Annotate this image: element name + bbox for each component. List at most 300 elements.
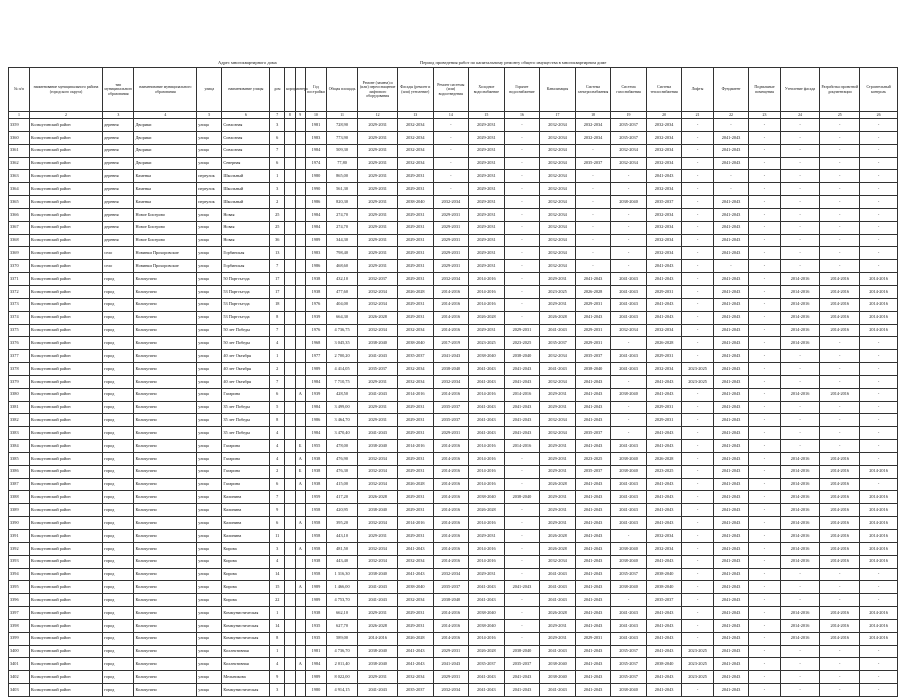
table-cell: улица: [197, 440, 222, 453]
table-cell: -: [682, 337, 713, 350]
table-cell: 2014-2016: [860, 311, 898, 324]
table-cell: 2029-2031: [646, 414, 682, 427]
table-cell: улица: [197, 555, 222, 568]
table-cell: Кольчугино: [134, 465, 197, 478]
table-cell: 3: [270, 183, 285, 196]
table-cell: 17: [270, 273, 285, 286]
table-cell: 1974: [305, 157, 326, 170]
table-cell: 2014-2016: [469, 440, 505, 453]
table-cell: -: [860, 208, 898, 221]
table-cell: 561,30: [326, 183, 357, 196]
table-cell: -: [860, 119, 898, 132]
table-cell: -: [749, 221, 780, 234]
table-cell: -: [575, 208, 611, 221]
table-cell: 2032-2034: [646, 221, 682, 234]
table-cell: -: [504, 568, 540, 581]
table-cell: Кольчугино: [134, 542, 197, 555]
table-cell: 2038-2040: [611, 196, 647, 209]
table-cell: 3387: [9, 478, 30, 491]
table-cell: 2041-2043: [358, 427, 398, 440]
table-cell: 3: [270, 542, 285, 555]
table-cell: 2041-2043: [611, 491, 647, 504]
column-header: Фасады (ремонт и (или) утепление): [398, 68, 434, 112]
table-cell: -: [749, 517, 780, 530]
table-cell: 2014-2016: [780, 632, 820, 645]
table-cell: 2032-2034: [575, 119, 611, 132]
table-cell: 2029-2031: [398, 619, 434, 632]
table-cell: 2035-2037: [358, 363, 398, 376]
table-cell: 3 470,40: [326, 427, 357, 440]
table-cell: 2041-2043: [646, 388, 682, 401]
table-cell: улица: [197, 645, 222, 658]
table-cell: -: [780, 401, 820, 414]
table-cell: 4: [270, 440, 285, 453]
table-cell: Кирова: [222, 581, 270, 594]
column-number: 3: [103, 112, 134, 119]
table-cell: 35 лет Победы: [222, 427, 270, 440]
table-cell: -: [780, 363, 820, 376]
column-header: Общая площадь: [326, 68, 357, 112]
table-cell: [285, 465, 295, 478]
table-cell: Новинки Прохоровские: [134, 247, 197, 260]
table-cell: село: [103, 260, 134, 273]
table-cell: 1938: [305, 607, 326, 620]
table-cell: -: [820, 658, 860, 671]
table-cell: 3386: [9, 465, 30, 478]
table-cell: -: [682, 324, 713, 337]
table-cell: 2041-2043: [713, 311, 749, 324]
table-cell: 2038-2040: [433, 363, 469, 376]
table-cell: 2026-2028: [646, 452, 682, 465]
table-cell: 2041-2043: [713, 234, 749, 247]
table-cell: 22: [270, 594, 285, 607]
table-cell: 798,40: [326, 247, 357, 260]
table-cell: -: [433, 119, 469, 132]
table-cell: Кольчугинский район: [29, 452, 102, 465]
table-row: [9, 465, 898, 478]
table-cell: -: [682, 221, 713, 234]
table-cell: 2038-2040: [504, 645, 540, 658]
table-cell: [285, 298, 295, 311]
table-cell: 2041-2043: [504, 671, 540, 684]
table-cell: 2014-2016: [433, 517, 469, 530]
table-cell: Гагарина: [222, 388, 270, 401]
table-cell: 2 011,40: [326, 658, 357, 671]
table-cell: 2035-2037: [611, 671, 647, 684]
table-cell: 1938: [305, 555, 326, 568]
table-cell: Кольчугинский район: [29, 542, 102, 555]
table-cell: 9: [270, 504, 285, 517]
table-cell: -: [682, 530, 713, 543]
table-cell: -: [611, 594, 647, 607]
table-cell: 5: [270, 401, 285, 414]
table-cell: 2029-2031: [469, 144, 505, 157]
table-cell: город: [103, 388, 134, 401]
table-cell: Коллективная: [222, 645, 270, 658]
table-cell: [285, 388, 295, 401]
table-cell: 2014-2016: [780, 491, 820, 504]
table-cell: 2032-2034: [358, 452, 398, 465]
table-cell: Кольчугино: [134, 671, 197, 684]
table-cell: улица: [197, 658, 222, 671]
table-cell: 2029-2031: [398, 530, 434, 543]
table-cell: -: [860, 363, 898, 376]
table-cell: 1958: [305, 504, 326, 517]
table-cell: 2026-2028: [540, 311, 576, 324]
table-cell: А: [295, 517, 305, 530]
table-cell: -: [749, 196, 780, 209]
column-number: 18: [575, 112, 611, 119]
table-cell: 2014-2016: [820, 285, 860, 298]
table-cell: город: [103, 645, 134, 658]
table-cell: [285, 607, 295, 620]
table-cell: 50 лет Победы: [222, 337, 270, 350]
table-cell: 2038-2040: [358, 568, 398, 581]
table-cell: 2041-2043: [504, 375, 540, 388]
column-header: Ремонт (замена) и (или) переоснащение лифтового оборудования: [358, 68, 398, 112]
table-cell: -: [780, 183, 820, 196]
table-cell: 2041-2043: [469, 684, 505, 697]
column-number: 7: [270, 112, 285, 119]
table-cell: 2032-2034: [540, 170, 576, 183]
table-cell: 476,30: [326, 465, 357, 478]
table-cell: 2041-2043: [469, 401, 505, 414]
table-cell: 2014-2016: [433, 298, 469, 311]
table-cell: 2014-2016: [398, 440, 434, 453]
table-cell: 2014-2016: [469, 465, 505, 478]
table-cell: Кольчугино: [134, 285, 197, 298]
table-cell: -: [504, 273, 540, 286]
column-header: Холодное водоснабжение: [469, 68, 505, 112]
table-cell: Кольчугинский район: [29, 684, 102, 697]
table-cell: 2023-2025: [575, 452, 611, 465]
table-cell: 2041-2043: [713, 363, 749, 376]
table-row: [9, 285, 898, 298]
table-cell: Школьный: [222, 196, 270, 209]
table-cell: Гагарина: [222, 452, 270, 465]
table-cell: 2041-2043: [611, 350, 647, 363]
table-cell: А: [295, 388, 305, 401]
table-cell: -: [611, 401, 647, 414]
table-cell: [285, 119, 295, 132]
table-cell: 7: [270, 375, 285, 388]
table-cell: Кольчугинский район: [29, 619, 102, 632]
table-cell: 627,70: [326, 619, 357, 632]
table-cell: 2029-2031: [358, 414, 398, 427]
table-cell: Кольчугинский район: [29, 581, 102, 594]
table-cell: 2041-2043: [646, 440, 682, 453]
table-cell: 2038-2040: [646, 658, 682, 671]
table-cell: 2014-2016: [860, 517, 898, 530]
table-cell: 2023-2025: [504, 337, 540, 350]
table-cell: 773,90: [326, 131, 357, 144]
table-cell: 2041-2043: [713, 337, 749, 350]
table-cell: Кольчугино: [134, 619, 197, 632]
table-cell: 2029-2031: [358, 170, 398, 183]
table-cell: 2032-2034: [646, 324, 682, 337]
table-cell: 2041-2043: [713, 285, 749, 298]
table-row: [9, 671, 898, 684]
table-cell: -: [780, 684, 820, 697]
table-cell: 2041-2043: [713, 568, 749, 581]
table-cell: -: [860, 671, 898, 684]
table-cell: 2029-2031: [358, 119, 398, 132]
table-cell: -: [749, 530, 780, 543]
table-cell: Кольчугино: [134, 388, 197, 401]
table-cell: улица: [197, 221, 222, 234]
table-cell: [295, 619, 305, 632]
table-cell: -: [682, 414, 713, 427]
table-cell: 2032-2034: [398, 131, 434, 144]
table-cell: 2032-2034: [540, 119, 576, 132]
table-cell: 2041-2043: [575, 581, 611, 594]
table-cell: -: [749, 401, 780, 414]
table-cell: 2029-2031: [469, 157, 505, 170]
table-cell: 2041-2043: [575, 478, 611, 491]
table-cell: -: [749, 208, 780, 221]
table-cell: 1984: [305, 375, 326, 388]
table-cell: 3389: [9, 504, 30, 517]
table-cell: 2032-2034: [540, 247, 576, 260]
table-cell: 2029-2031: [540, 517, 576, 530]
table-cell: город: [103, 530, 134, 543]
table-cell: А: [295, 581, 305, 594]
table-cell: -: [504, 196, 540, 209]
table-cell: -: [504, 144, 540, 157]
table-cell: 2041-2043: [575, 504, 611, 517]
table-cell: 2029-2031: [358, 375, 398, 388]
table-cell: 1955: [305, 440, 326, 453]
table-cell: Кольчугинский район: [29, 440, 102, 453]
table-cell: Каменка: [134, 196, 197, 209]
table-cell: 2041-2043: [469, 363, 505, 376]
table-cell: 2014-2016: [820, 465, 860, 478]
table-cell: [285, 273, 295, 286]
table-cell: 2: [270, 196, 285, 209]
table-cell: 2032-2034: [575, 131, 611, 144]
table-cell: 2029-2031: [398, 504, 434, 517]
table-cell: 2032-2034: [646, 131, 682, 144]
table-cell: -: [820, 144, 860, 157]
table-cell: [285, 684, 295, 697]
table-cell: Кольчугино: [134, 504, 197, 517]
table-cell: 2014-2016: [469, 542, 505, 555]
table-cell: -: [860, 401, 898, 414]
table-cell: 2041-2043: [713, 196, 749, 209]
table-cell: -: [682, 465, 713, 478]
table-cell: -: [860, 170, 898, 183]
column-header: наименование муниципального района (городского округа): [29, 68, 102, 112]
table-cell: 2032-2034: [398, 363, 434, 376]
table-cell: 2014-2016: [469, 285, 505, 298]
table-cell: Новая: [222, 221, 270, 234]
table-cell: 50 лет Победы: [222, 324, 270, 337]
table-cell: 1958: [305, 568, 326, 581]
table-cell: 2041-2043: [575, 555, 611, 568]
table-cell: [285, 337, 295, 350]
table-cell: 7: [270, 144, 285, 157]
table-cell: -: [682, 119, 713, 132]
table-cell: 728,90: [326, 119, 357, 132]
table-cell: улица: [197, 208, 222, 221]
table-cell: 2041-2043: [575, 568, 611, 581]
table-cell: 2029-2031: [358, 671, 398, 684]
table-cell: 2041-2043: [540, 324, 576, 337]
table-cell: 2041-2043: [646, 504, 682, 517]
table-cell: город: [103, 619, 134, 632]
table-cell: Кольчугино: [134, 440, 197, 453]
table-cell: 2029-2031: [540, 298, 576, 311]
table-cell: 2041-2043: [646, 645, 682, 658]
table-cell: 1984: [305, 221, 326, 234]
table-cell: 1984: [305, 401, 326, 414]
table-cell: 36: [270, 234, 285, 247]
column-header: наименование улицы: [222, 68, 270, 112]
table-cell: 3397: [9, 607, 30, 620]
table-cell: -: [860, 581, 898, 594]
table-cell: 13: [270, 247, 285, 260]
table-cell: 2014-2016: [860, 530, 898, 543]
table-cell: Коммунистическая: [222, 619, 270, 632]
table-cell: 3399: [9, 632, 30, 645]
table-cell: 415,00: [326, 478, 357, 491]
table-cell: 2032-2034: [540, 221, 576, 234]
table-cell: 3359: [9, 119, 30, 132]
table-cell: 2041-2043: [713, 131, 749, 144]
column-number: 2: [29, 112, 102, 119]
table-cell: 2032-2034: [358, 465, 398, 478]
table-cell: Каменка: [134, 170, 197, 183]
table-cell: -: [820, 183, 860, 196]
table-cell: Б: [295, 440, 305, 453]
table-cell: 3373: [9, 298, 30, 311]
table-cell: улица: [197, 273, 222, 286]
table-cell: улица: [197, 388, 222, 401]
table-cell: 2029-2031: [358, 401, 398, 414]
table-cell: 2014-2016: [433, 530, 469, 543]
table-cell: 1990: [305, 183, 326, 196]
table-cell: село: [103, 247, 134, 260]
table-cell: 2029-2031: [540, 440, 576, 453]
table-cell: 2014-2016: [433, 542, 469, 555]
column-number: 4: [134, 112, 197, 119]
table-cell: 4 736,75: [326, 324, 357, 337]
table-row: [9, 298, 898, 311]
table-cell: -: [749, 131, 780, 144]
table-cell: улица: [197, 491, 222, 504]
table-cell: 8: [270, 311, 285, 324]
table-cell: Кирова: [222, 542, 270, 555]
works-group-header: Период проведения работ по капитальному ремонту общего имущества в многоквартирном доме: [420, 60, 607, 65]
table-cell: 2041-2043: [713, 517, 749, 530]
column-header: Канализация: [540, 68, 576, 112]
table-row: [9, 234, 898, 247]
table-cell: Кольчугино: [134, 273, 197, 286]
table-cell: 2014-2016: [433, 311, 469, 324]
table-cell: -: [682, 388, 713, 401]
table-cell: 2041-2043: [575, 273, 611, 286]
table-cell: 2029-2031: [575, 632, 611, 645]
table-cell: 2014-2016: [469, 555, 505, 568]
table-cell: -: [682, 632, 713, 645]
table-cell: Кольчугино: [134, 350, 197, 363]
table-cell: 2041-2043: [611, 607, 647, 620]
table-cell: 2041-2043: [646, 671, 682, 684]
table-cell: 2041-2043: [540, 645, 576, 658]
column-header-row: [9, 68, 898, 112]
table-cell: 3402: [9, 671, 30, 684]
table-row: [9, 131, 898, 144]
table-cell: -: [504, 208, 540, 221]
table-cell: 40 лет Октября: [222, 375, 270, 388]
table-row: [9, 504, 898, 517]
table-cell: 2029-2031: [540, 452, 576, 465]
table-cell: улица: [197, 517, 222, 530]
table-cell: [295, 273, 305, 286]
table-cell: 2023-2025: [682, 375, 713, 388]
table-cell: 4: [270, 337, 285, 350]
table-cell: 2026-2028: [646, 337, 682, 350]
table-cell: [285, 671, 295, 684]
table-cell: [295, 196, 305, 209]
table-cell: -: [860, 337, 898, 350]
table-cell: 1977: [305, 350, 326, 363]
table-cell: -: [749, 311, 780, 324]
table-cell: 2014-2016: [860, 465, 898, 478]
table-cell: Кольчугино: [134, 491, 197, 504]
table-cell: -: [820, 350, 860, 363]
table-cell: 3364: [9, 183, 30, 196]
table-cell: 2035-2037: [611, 645, 647, 658]
table-cell: 2014-2016: [469, 273, 505, 286]
table-cell: 3367: [9, 221, 30, 234]
table-cell: 3361: [9, 144, 30, 157]
table-cell: Кольчугино: [134, 530, 197, 543]
table-cell: 1958: [305, 530, 326, 543]
table-cell: 3395: [9, 581, 30, 594]
table-cell: 2014-2016: [820, 632, 860, 645]
table-cell: 2014-2016: [433, 555, 469, 568]
table-cell: 2029-2031: [646, 285, 682, 298]
table-cell: [285, 131, 295, 144]
table-cell: 2014-2016: [780, 285, 820, 298]
table-cell: 2041-2043: [713, 658, 749, 671]
table-cell: Кольчугинский район: [29, 491, 102, 504]
table-cell: Кольчугинский район: [29, 170, 102, 183]
table-cell: -: [820, 671, 860, 684]
table-cell: 344,30: [326, 234, 357, 247]
table-cell: -: [820, 414, 860, 427]
table-cell: [285, 208, 295, 221]
table-cell: 2029-2031: [398, 208, 434, 221]
table-cell: 443,10: [326, 530, 357, 543]
table-cell: 2041-2043: [646, 298, 682, 311]
table-cell: -: [780, 645, 820, 658]
table-cell: 2032-2034: [398, 157, 434, 170]
table-cell: 2032-2034: [540, 183, 576, 196]
table-cell: 2029-2031: [433, 427, 469, 440]
table-cell: 2041-2043: [713, 221, 749, 234]
table-cell: [295, 157, 305, 170]
table-cell: -: [682, 260, 713, 273]
table-row: [9, 337, 898, 350]
table-cell: 2041-2043: [713, 440, 749, 453]
table-cell: город: [103, 350, 134, 363]
table-cell: Кольчугино: [134, 555, 197, 568]
table-cell: Кольчугинский район: [29, 144, 102, 157]
table-cell: -: [749, 568, 780, 581]
table-cell: 2038-2040: [358, 337, 398, 350]
